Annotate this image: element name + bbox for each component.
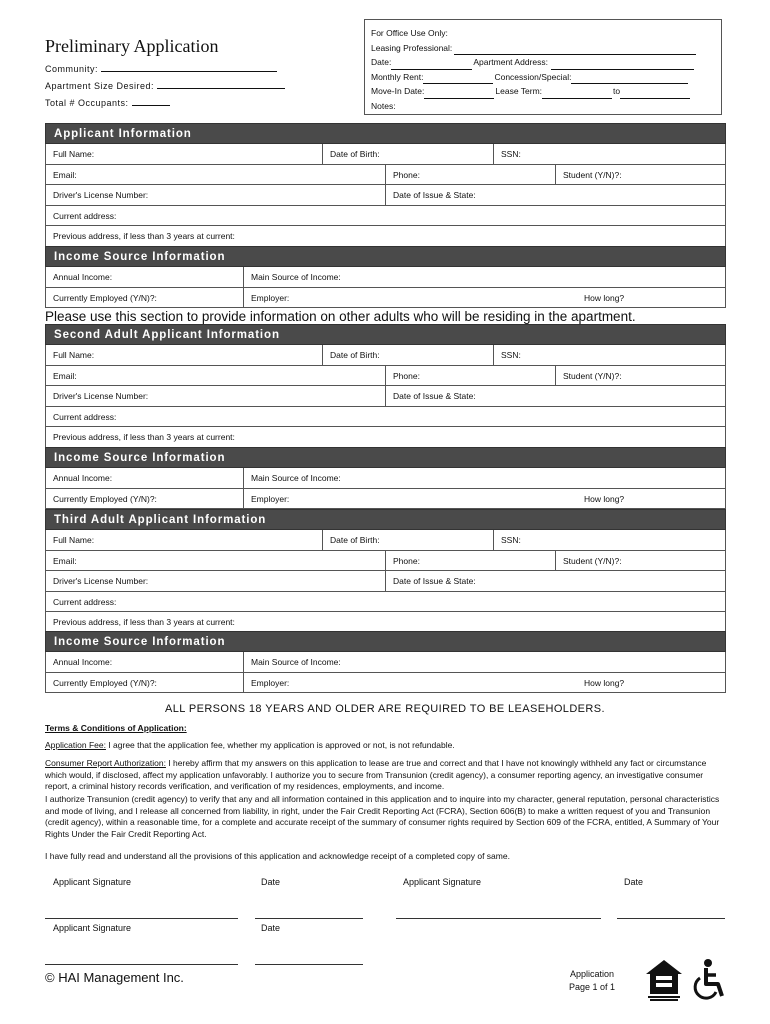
doi-field[interactable] [385, 571, 725, 591]
previous-address-field[interactable] [46, 226, 725, 246]
employer-field[interactable] [243, 489, 577, 509]
occupants-label: Total # Occupants: [45, 98, 129, 108]
phone-label: Phone: [393, 169, 420, 180]
dl-label: Driver's License Number: [53, 190, 149, 200]
how-long-label: How long? [584, 292, 625, 303]
date-line-1[interactable] [255, 918, 363, 919]
second-row-dl [45, 386, 726, 407]
full-name-label: Full Name: [53, 350, 95, 360]
consumer-report-label: Consumer Report Authorization: [45, 758, 166, 768]
full-name-field[interactable] [46, 530, 322, 550]
terms-heading: Terms & Conditions of Application: [45, 723, 187, 733]
move-in-label: Move-In Date: [371, 86, 425, 96]
main-source-label: Main Source of Income: [251, 473, 341, 483]
move-in-input[interactable] [424, 89, 494, 99]
student-label: Student (Y/N)?: [563, 555, 622, 566]
lease-term-label: Lease Term: [495, 86, 543, 96]
dob-label: Date of Birth: [330, 350, 380, 360]
apt-size-label: Apartment Size Desired: [45, 81, 155, 91]
community-input[interactable] [101, 63, 277, 72]
signature-line-1[interactable] [45, 918, 238, 919]
ssn-label: SSN: [501, 535, 521, 545]
income-section-2 [45, 447, 726, 509]
page-label: Application [569, 969, 615, 979]
ssn-label: SSN: [501, 149, 521, 159]
full-name-label: Full Name: [53, 535, 95, 545]
dob-label: Date of Birth: [330, 535, 380, 545]
student-field[interactable] [555, 551, 725, 571]
student-field[interactable] [555, 165, 725, 185]
office-date-input[interactable] [391, 60, 472, 70]
occupants-input[interactable] [132, 97, 170, 106]
how-long-field[interactable] [577, 288, 725, 308]
annual-income-label: Annual Income: [53, 272, 113, 282]
previous-address-field[interactable] [46, 612, 725, 632]
doi-field[interactable] [385, 386, 725, 406]
employer-label: Employer: [251, 677, 290, 688]
second-row-current-address [45, 407, 726, 428]
income-row-annual [45, 652, 726, 673]
dl-field[interactable] [46, 571, 385, 591]
full-name-field[interactable] [46, 144, 322, 164]
application-fee-paragraph [45, 740, 730, 752]
phone-label: Phone: [393, 370, 420, 381]
ssn-label: SSN: [501, 350, 521, 360]
income-section-1 [45, 246, 726, 308]
phone-field[interactable] [385, 165, 555, 185]
employed-label: Currently Employed (Y/N)?: [53, 292, 157, 303]
monthly-rent-label: Monthly Rent: [371, 71, 424, 82]
page-number: Page 1 of 1 [568, 982, 616, 992]
applicant-row-previous-address [45, 226, 726, 247]
current-address-label: Current address: [53, 596, 117, 607]
application-fee-text: I agree that the application fee, whether my application is approved or not, is not refundable. [105, 740, 455, 750]
full-name-field[interactable] [46, 345, 322, 365]
doi-label: Date of Issue & State: [393, 190, 476, 200]
second-adult-section-header: Second Adult Applicant Information [45, 324, 726, 345]
consumer-report-text: I hereby affirm that my answers on this application to lease are true and correct and that I have not knowingly withheld any fact or circumstance which would, if disclosed, affect my application unfavorably. I authorize you to secure from Transunion (credit agency), a consumer reporting agency, an investigative consumer report, a criminal history records verification, and verification of my residences, employments, and income. [45, 758, 707, 792]
office-use-box [364, 19, 722, 115]
date-label-1: Date [261, 877, 281, 887]
dl-label: Driver's License Number: [53, 576, 149, 586]
income-row-annual [45, 267, 726, 288]
current-address-label: Current address: [53, 210, 117, 221]
dob-label: Date of Birth: [330, 149, 380, 159]
consumer-report-paragraph [45, 758, 730, 793]
income-section-3 [45, 631, 726, 693]
apt-size-input[interactable] [157, 80, 285, 89]
employer-field[interactable] [243, 673, 577, 693]
phone-field[interactable] [385, 551, 555, 571]
second-row-email [45, 366, 726, 387]
ssn-field[interactable] [493, 530, 725, 550]
page-title: Preliminary Application [45, 36, 219, 56]
applicant-row-current-address [45, 206, 726, 227]
other-adults-note: Please use this section to provide information on other adults who will be residing in the apartment. [45, 309, 636, 324]
concession-input[interactable] [571, 74, 688, 84]
occupants-field [45, 97, 170, 108]
student-label: Student (Y/N)?: [563, 370, 622, 381]
main-source-label: Main Source of Income: [251, 272, 341, 282]
student-field[interactable] [555, 366, 725, 386]
dob-field[interactable] [322, 345, 493, 365]
applicant-row-dl [45, 185, 726, 206]
page-info [552, 968, 632, 994]
current-address-field[interactable] [46, 206, 725, 226]
employed-field[interactable] [46, 288, 243, 308]
full-name-label: Full Name: [53, 149, 95, 159]
applicant-section [45, 123, 726, 247]
current-address-label: Current address: [53, 411, 117, 422]
annual-income-field[interactable] [46, 468, 243, 488]
date-label-2: Date [624, 877, 644, 887]
office-notes-label: Notes: [371, 100, 396, 111]
phone-label: Phone: [393, 555, 420, 566]
signature-line-3[interactable] [45, 964, 238, 965]
third-row-previous-address [45, 612, 726, 633]
date-line-2[interactable] [617, 918, 725, 919]
doi-label: Date of Issue & State: [393, 391, 476, 401]
lease-term-to: to [613, 86, 621, 96]
apt-size-field [45, 80, 285, 91]
third-adult-section-header: Third Adult Applicant Information [45, 509, 726, 530]
third-row-current-address [45, 592, 726, 613]
email-field[interactable] [46, 366, 385, 386]
income-row-employed [45, 673, 726, 694]
authorize-paragraph: I authorize Transunion (credit agency) to verify that any and all information contained in this application and to inquire into my character, general reputation, personal characteristics and mode of living, and I release all concerned from liability, in right, under the Fair Credit Reporting Act (FCRA), Section 606(B) to make a written request of you and Transunion (credit agency), within a reasonable time, for a complete and accurate receipt of the summary of consumer rights required by Section 609 of the FCRA, entitled, A Summary of Your Rights Under the Fair Credit Reporting Act. [45, 794, 720, 839]
community-field [45, 63, 277, 74]
current-address-field[interactable] [46, 407, 725, 427]
employed-label: Currently Employed (Y/N)?: [53, 677, 157, 688]
leasing-professional-input[interactable] [454, 45, 696, 55]
third-row-name [45, 530, 726, 551]
dl-label: Driver's License Number: [53, 391, 149, 401]
current-address-field[interactable] [46, 592, 725, 612]
main-source-field[interactable] [243, 468, 725, 488]
lease-term-start-input[interactable] [542, 89, 612, 99]
email-field[interactable] [46, 551, 385, 571]
income-section-1-header: Income Source Information [45, 246, 726, 267]
application-fee-label: Application Fee: [45, 740, 106, 750]
apartment-address-label: Apartment Address: [473, 57, 548, 67]
office-date-label: Date: [371, 57, 392, 67]
income-row-employed [45, 288, 726, 309]
community-label: Community: [45, 64, 99, 74]
wheelchair-accessible-icon [686, 958, 726, 1002]
employer-label: Employer: [251, 292, 290, 303]
employer-label: Employer: [251, 493, 290, 504]
employer-field[interactable] [243, 288, 577, 308]
apartment-address-input[interactable] [551, 60, 694, 70]
employed-label: Currently Employed (Y/N)?: [53, 493, 157, 504]
applicant-signature-label-3: Applicant Signature [53, 923, 132, 933]
income-row-employed [45, 489, 726, 510]
annual-income-label: Annual Income: [53, 657, 113, 667]
employed-field[interactable] [46, 673, 243, 693]
dl-field[interactable] [46, 185, 385, 205]
applicant-section-header: Applicant Information [45, 123, 726, 144]
email-label: Email: [53, 370, 77, 381]
third-row-dl [45, 571, 726, 592]
third-adult-section [45, 509, 726, 633]
previous-address-label: Previous address, if less than 3 years at current: [53, 432, 235, 442]
concession-label: Concession/Special: [494, 71, 572, 82]
leaseholders-notice: ALL PERSONS 18 YEARS AND OLDER ARE REQUIRED TO BE LEASEHOLDERS. [165, 703, 605, 715]
email-label: Email: [53, 555, 77, 566]
dl-field[interactable] [46, 386, 385, 406]
doi-field[interactable] [385, 185, 725, 205]
email-label: Email: [53, 169, 77, 180]
applicant-signature-label-2: Applicant Signature [403, 877, 482, 887]
phone-field[interactable] [385, 366, 555, 386]
how-long-field[interactable] [577, 489, 725, 509]
annual-income-field[interactable] [46, 652, 243, 672]
previous-address-field[interactable] [46, 427, 725, 447]
main-source-field[interactable] [243, 652, 725, 672]
dob-field[interactable] [322, 144, 493, 164]
ssn-field[interactable] [493, 345, 725, 365]
doi-label: Date of Issue & State: [393, 576, 476, 586]
signature-line-2[interactable] [396, 918, 601, 919]
second-adult-section [45, 324, 726, 448]
main-source-field[interactable] [243, 267, 725, 287]
annual-income-field[interactable] [46, 267, 243, 287]
email-field[interactable] [46, 165, 385, 185]
monthly-rent-input[interactable] [423, 74, 493, 84]
ssn-field[interactable] [493, 144, 725, 164]
previous-address-label: Previous address, if less than 3 years at current: [53, 231, 235, 241]
income-row-annual [45, 468, 726, 489]
date-line-3[interactable] [255, 964, 363, 965]
lease-term-end-input[interactable] [620, 89, 690, 99]
applicant-signature-label-1: Applicant Signature [53, 877, 132, 887]
previous-address-label: Previous address, if less than 3 years at current: [53, 617, 235, 627]
how-long-label: How long? [584, 493, 625, 504]
date-label-3: Date [261, 923, 281, 933]
main-source-label: Main Source of Income: [251, 657, 341, 667]
office-heading: For Office Use Only: [371, 28, 448, 38]
leasing-professional-label: Leasing Professional: [371, 42, 453, 53]
applicant-row-email [45, 165, 726, 186]
acknowledge-paragraph: I have fully read and understand all the provisions of this application and acknowledge receipt of a completed copy of same. [45, 851, 510, 861]
second-row-name [45, 345, 726, 366]
equal-housing-icon [644, 958, 684, 1002]
second-row-previous-address [45, 427, 726, 448]
applicant-row-name [45, 144, 726, 165]
how-long-label: How long? [584, 677, 625, 688]
how-long-field[interactable] [577, 673, 725, 693]
dob-field[interactable] [322, 530, 493, 550]
income-section-3-header: Income Source Information [45, 631, 726, 652]
employed-field[interactable] [46, 489, 243, 509]
copyright: © HAI Management Inc. [45, 970, 184, 985]
annual-income-label: Annual Income: [53, 473, 113, 483]
third-row-email [45, 551, 726, 572]
income-section-2-header: Income Source Information [45, 447, 726, 468]
student-label: Student (Y/N)?: [563, 169, 622, 180]
